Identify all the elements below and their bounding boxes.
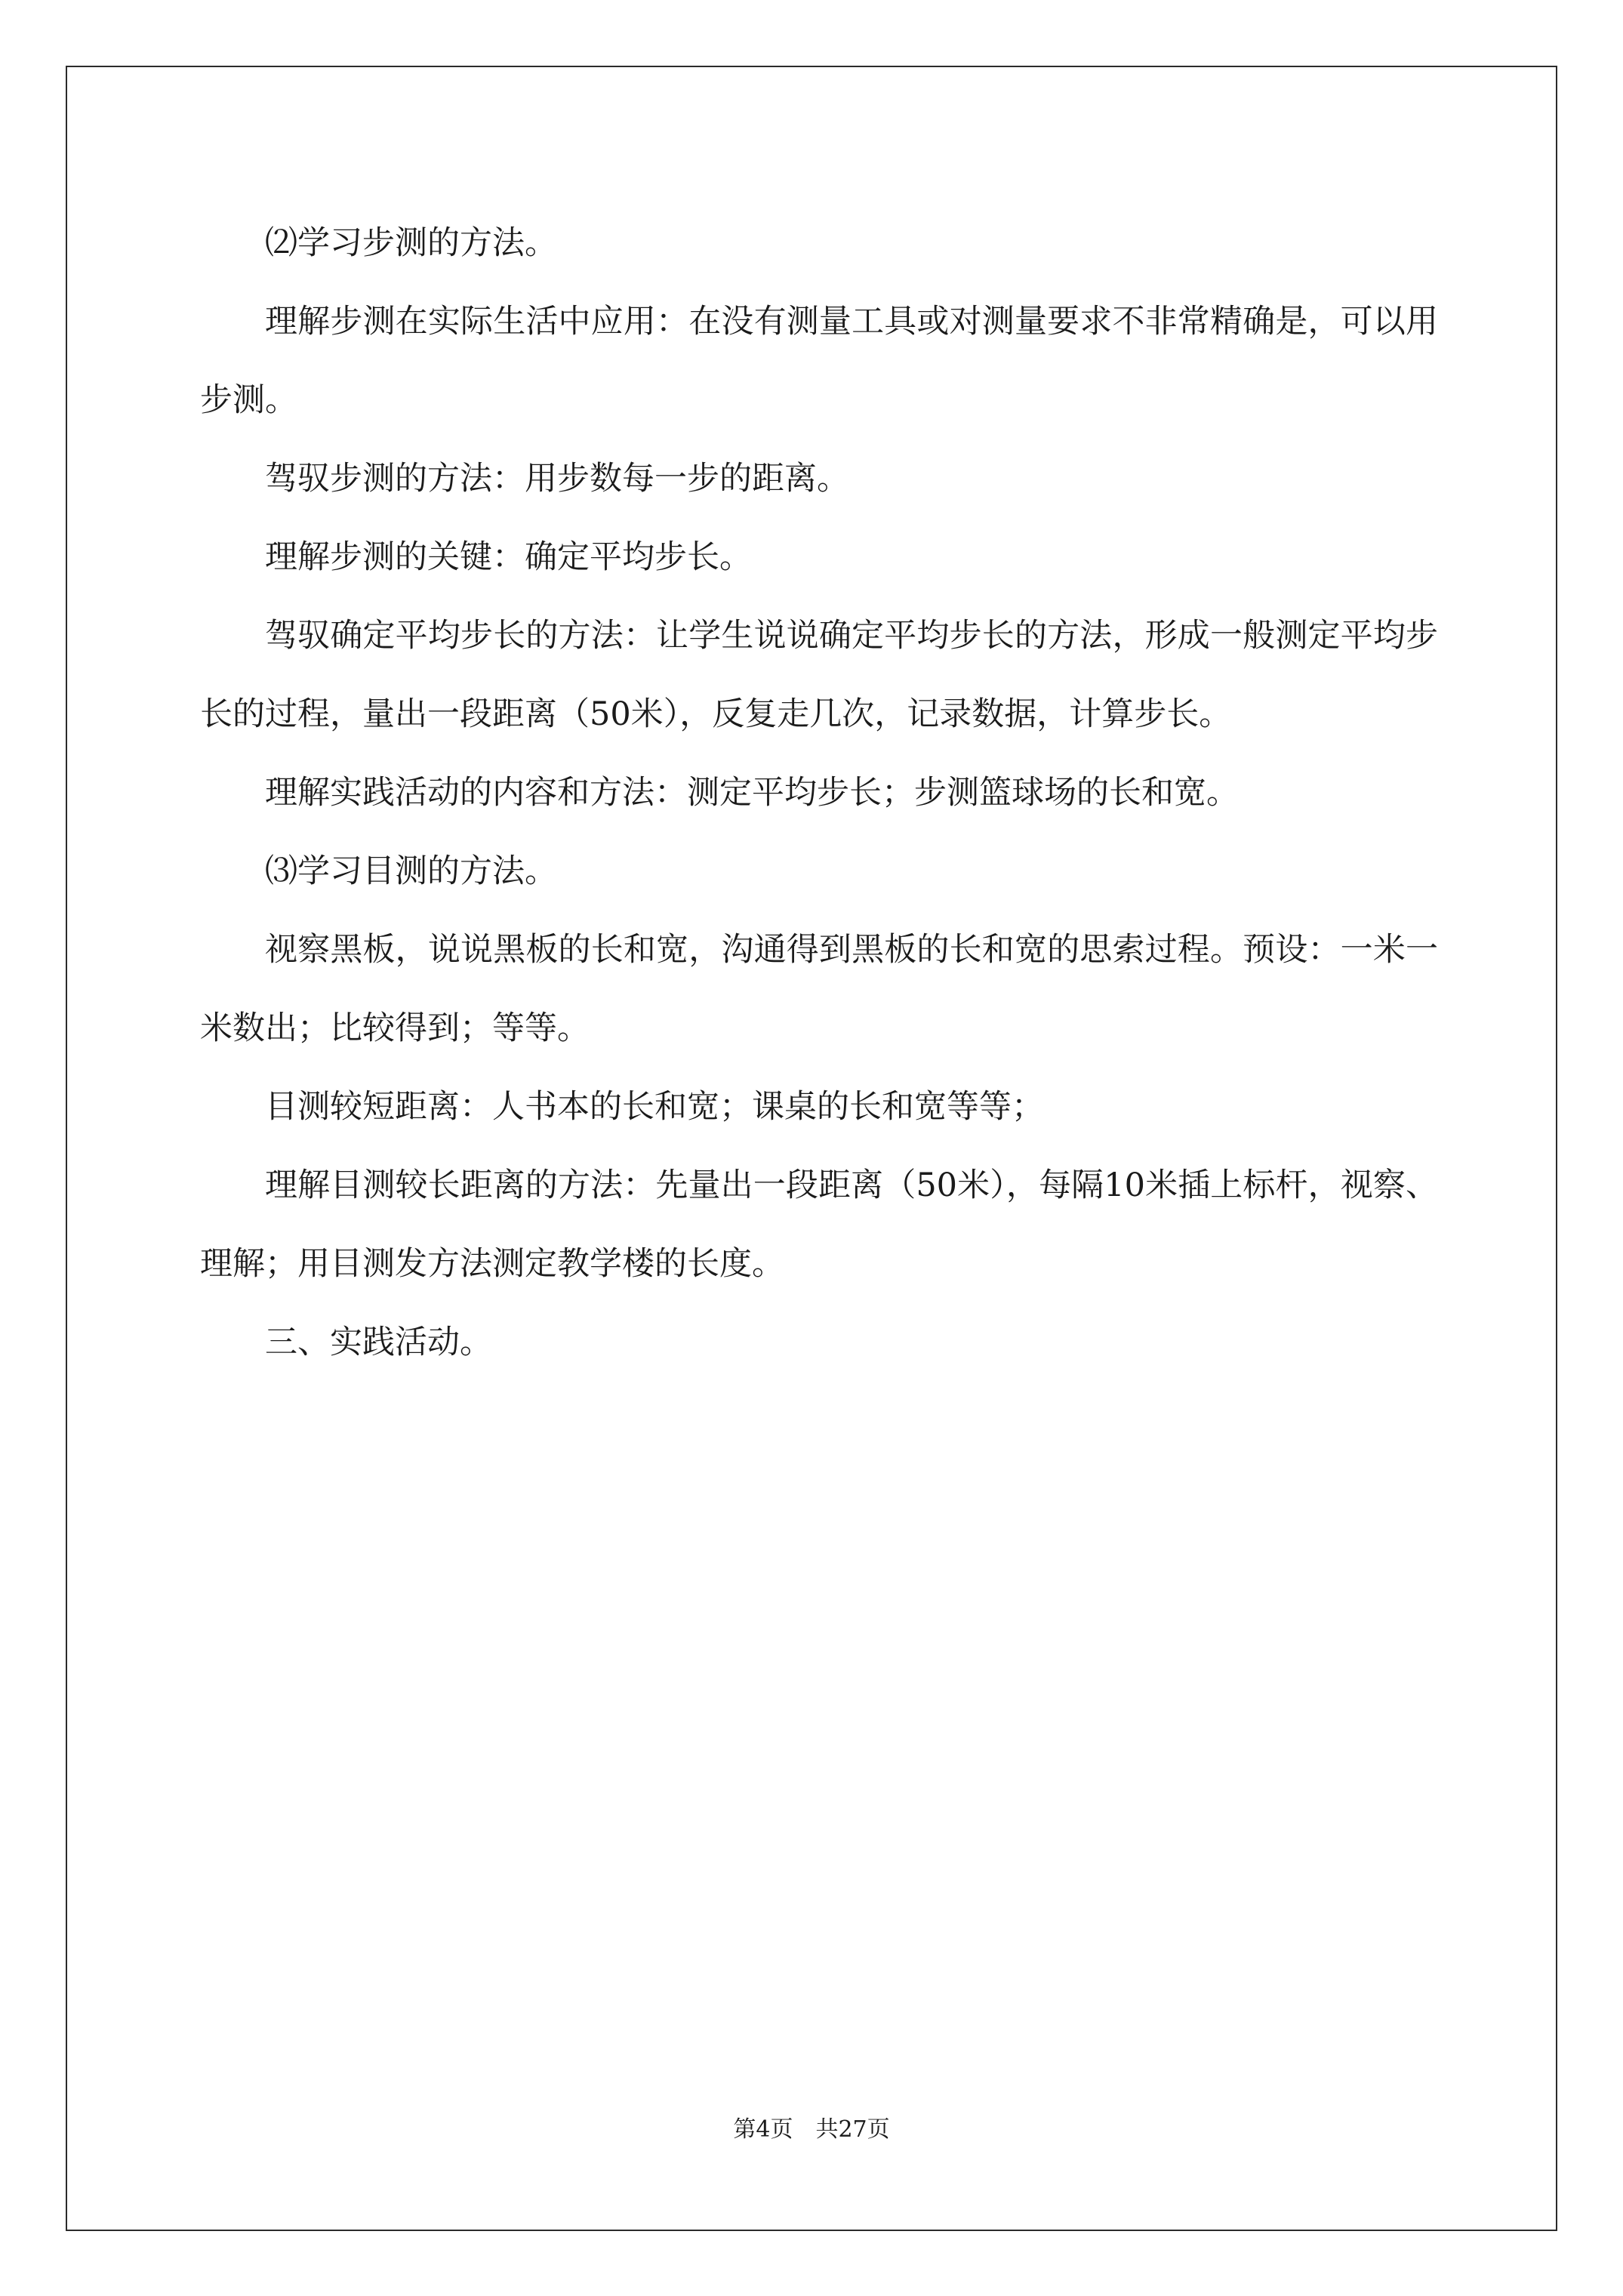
paragraph: 驾驭确定平均步长的方法：让学生说说确定平均步长的方法，形成一般测定平均步长的过程，量出一段距离（50米），反复走几次，记录数据，计算步长。 [200,617,1438,733]
paragraph: 理解目测较长距离的方法：先量出一段距离（50米），每隔10米插上标杆，视察、理解；用目测发方法测定教学楼的长度。 [200,1166,1438,1283]
paragraph: 理解步测的关键：确定平均步长。 [265,538,752,576]
paragraph: 驾驭步测的方法：用步数每一步的距离。 [265,460,849,498]
paragraph: ⑵学习步测的方法。 [265,224,557,262]
paragraph: 目测较短距离：人书本的长和宽；课桌的长和宽等等； [265,1088,1044,1126]
paragraph: 理解步测在实际生活中应用：在没有测量工具或对测量要求不非常精确是，可以用步测。 [200,303,1438,419]
document-body [200,204,1438,1382]
paragraph: ⑶学习目测的方法。 [265,852,557,890]
page-number-footer: 第4页 共27页 [733,2116,890,2143]
paragraph: 理解实践活动的内容和方法：测定平均步长；步测篮球场的长和宽。 [265,774,1239,812]
paragraph: 三、实践活动。 [265,1324,492,1361]
paragraph: 视察黑板，说说黑板的长和宽，沟通得到黑板的长和宽的思索过程。预设：一米一米数出；比较得到；等等。 [200,931,1438,1047]
